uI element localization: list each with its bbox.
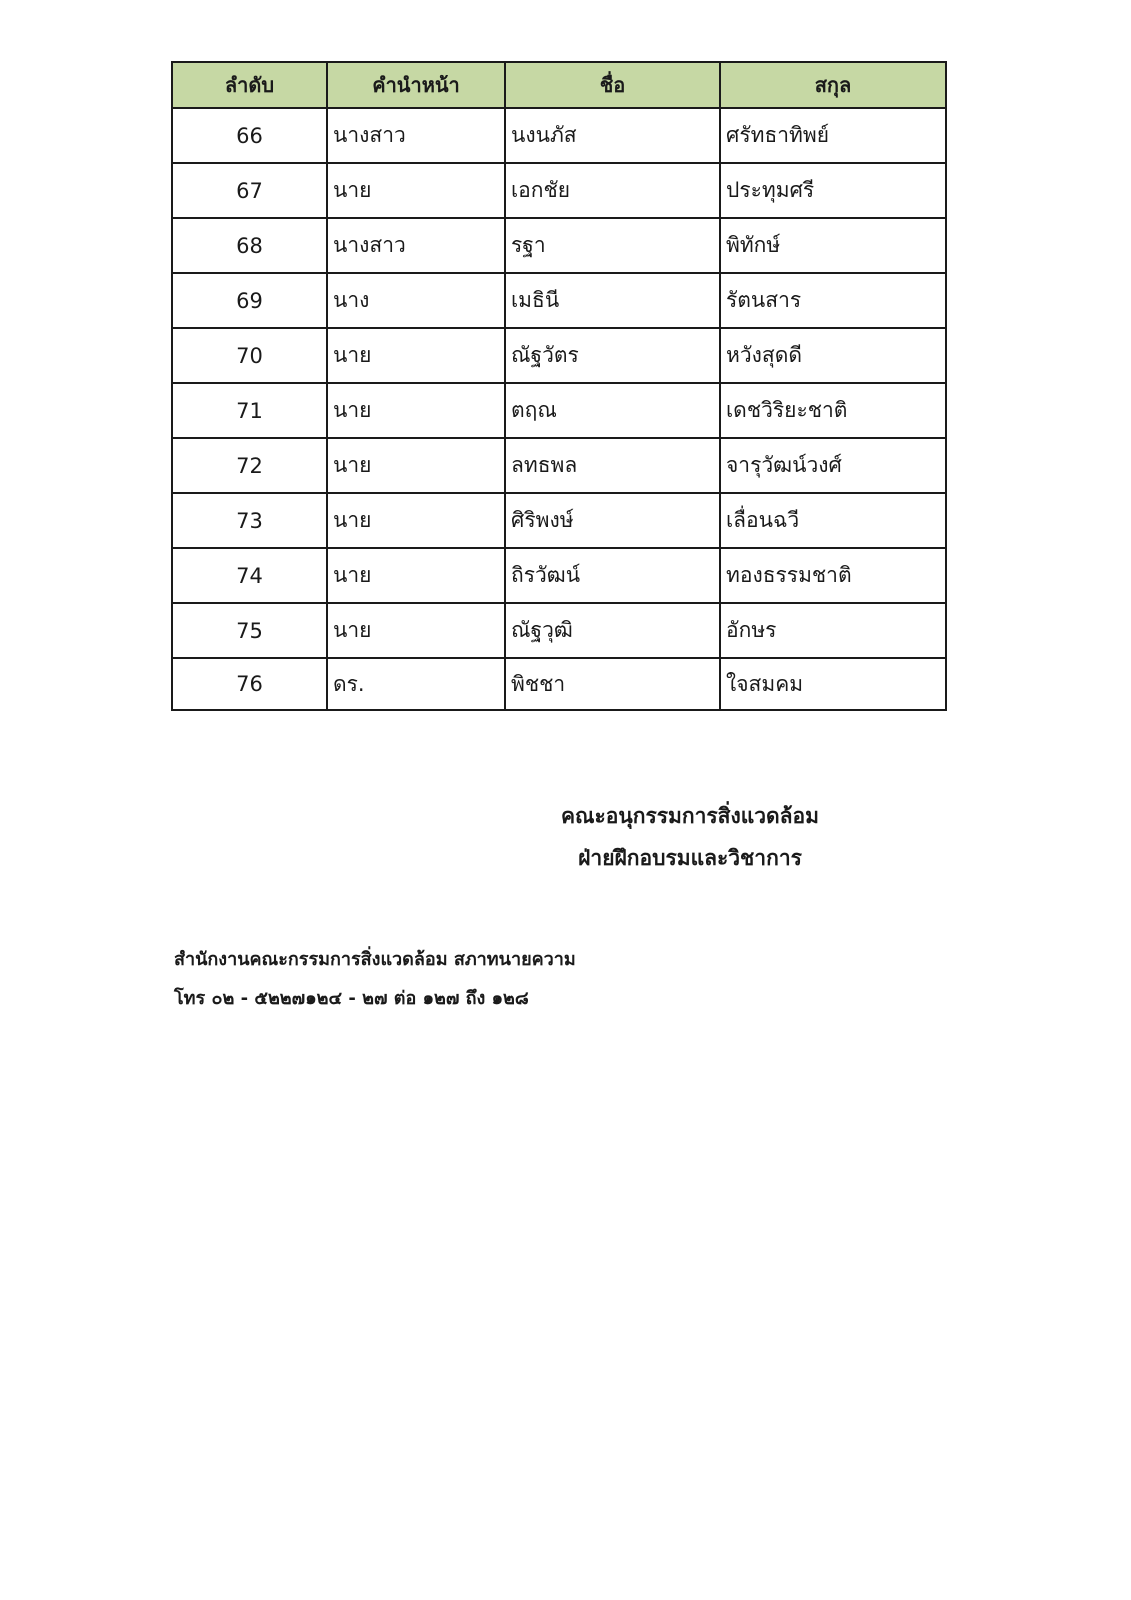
table-row bbox=[172, 548, 946, 603]
row-last-name: จารุวัฒน์วงศ์ bbox=[720, 438, 946, 493]
row-prefix: นางสาว bbox=[327, 218, 505, 273]
row-number: 71 bbox=[172, 383, 327, 438]
table-row bbox=[172, 493, 946, 548]
row-first-name: ตฤณ bbox=[505, 383, 720, 438]
row-prefix: ดร. bbox=[327, 658, 505, 710]
table-row bbox=[172, 438, 946, 493]
row-first-name: ณัฐวัตร bbox=[505, 328, 720, 383]
table-row bbox=[172, 108, 946, 163]
row-first-name: เมธินี bbox=[505, 273, 720, 328]
row-number: 70 bbox=[172, 328, 327, 383]
row-first-name: นงนภัส bbox=[505, 108, 720, 163]
row-last-name: ทองธรรมชาติ bbox=[720, 548, 946, 603]
row-number: 68 bbox=[172, 218, 327, 273]
row-last-name: รัตนสาร bbox=[720, 273, 946, 328]
row-first-name: ถิรวัฒน์ bbox=[505, 548, 720, 603]
table-row bbox=[172, 163, 946, 218]
row-number: 72 bbox=[172, 438, 327, 493]
row-first-name: ณัฐวุฒิ bbox=[505, 603, 720, 658]
row-prefix: นาง bbox=[327, 273, 505, 328]
row-last-name: ใจสมคม bbox=[720, 658, 946, 710]
table-row bbox=[172, 383, 946, 438]
row-last-name: พิทักษ์ bbox=[720, 218, 946, 273]
table-row bbox=[172, 603, 946, 658]
row-last-name: ศรัทธาทิพย์ bbox=[720, 108, 946, 163]
header-first-name: ชื่อ bbox=[505, 62, 720, 108]
row-first-name: ศิริพงษ์ bbox=[505, 493, 720, 548]
row-last-name: เดชวิริยะชาติ bbox=[720, 383, 946, 438]
row-prefix: นางสาว bbox=[327, 108, 505, 163]
table-row bbox=[172, 218, 946, 273]
row-prefix: นาย bbox=[327, 163, 505, 218]
row-number: 74 bbox=[172, 548, 327, 603]
footer-phone: โทร ๐๒ - ๕๒๒๗๑๒๔ - ๒๗ ต่อ ๑๒๗ ถึง ๑๒๘ bbox=[174, 988, 529, 1009]
header-last-name: สกุล bbox=[720, 62, 946, 108]
row-prefix: นาย bbox=[327, 493, 505, 548]
row-last-name: เลื่อนฉวี bbox=[720, 493, 946, 548]
row-prefix: นาย bbox=[327, 438, 505, 493]
row-last-name: อักษร bbox=[720, 603, 946, 658]
row-number: 67 bbox=[172, 163, 327, 218]
row-number: 69 bbox=[172, 273, 327, 328]
footer-office: สำนักงานคณะกรรมการสิ่งแวดล้อม สภาทนายความ bbox=[174, 949, 576, 970]
row-last-name: ประทุมศรี bbox=[720, 163, 946, 218]
row-first-name: พิชชา bbox=[505, 658, 720, 710]
signature-department: ฝ่ายฝึกอบรมและวิชาการ bbox=[578, 846, 802, 870]
row-number: 73 bbox=[172, 493, 327, 548]
row-first-name: เอกชัย bbox=[505, 163, 720, 218]
row-prefix: นาย bbox=[327, 328, 505, 383]
row-prefix: นาย bbox=[327, 603, 505, 658]
table-row bbox=[172, 658, 946, 710]
table-row bbox=[172, 273, 946, 328]
row-prefix: นาย bbox=[327, 383, 505, 438]
name-list-table bbox=[171, 61, 947, 711]
signature-committee: คณะอนุกรรมการสิ่งแวดล้อม bbox=[560, 804, 820, 828]
row-number: 76 bbox=[172, 658, 327, 710]
row-last-name: หวังสุดดี bbox=[720, 328, 946, 383]
row-first-name: รฐา bbox=[505, 218, 720, 273]
table-row bbox=[172, 328, 946, 383]
row-first-name: ลทธพล bbox=[505, 438, 720, 493]
header-number: ลำดับ bbox=[172, 62, 327, 108]
header-prefix: คำนำหน้า bbox=[327, 62, 505, 108]
row-number: 66 bbox=[172, 108, 327, 163]
row-number: 75 bbox=[172, 603, 327, 658]
table-header-row bbox=[172, 62, 946, 108]
row-prefix: นาย bbox=[327, 548, 505, 603]
